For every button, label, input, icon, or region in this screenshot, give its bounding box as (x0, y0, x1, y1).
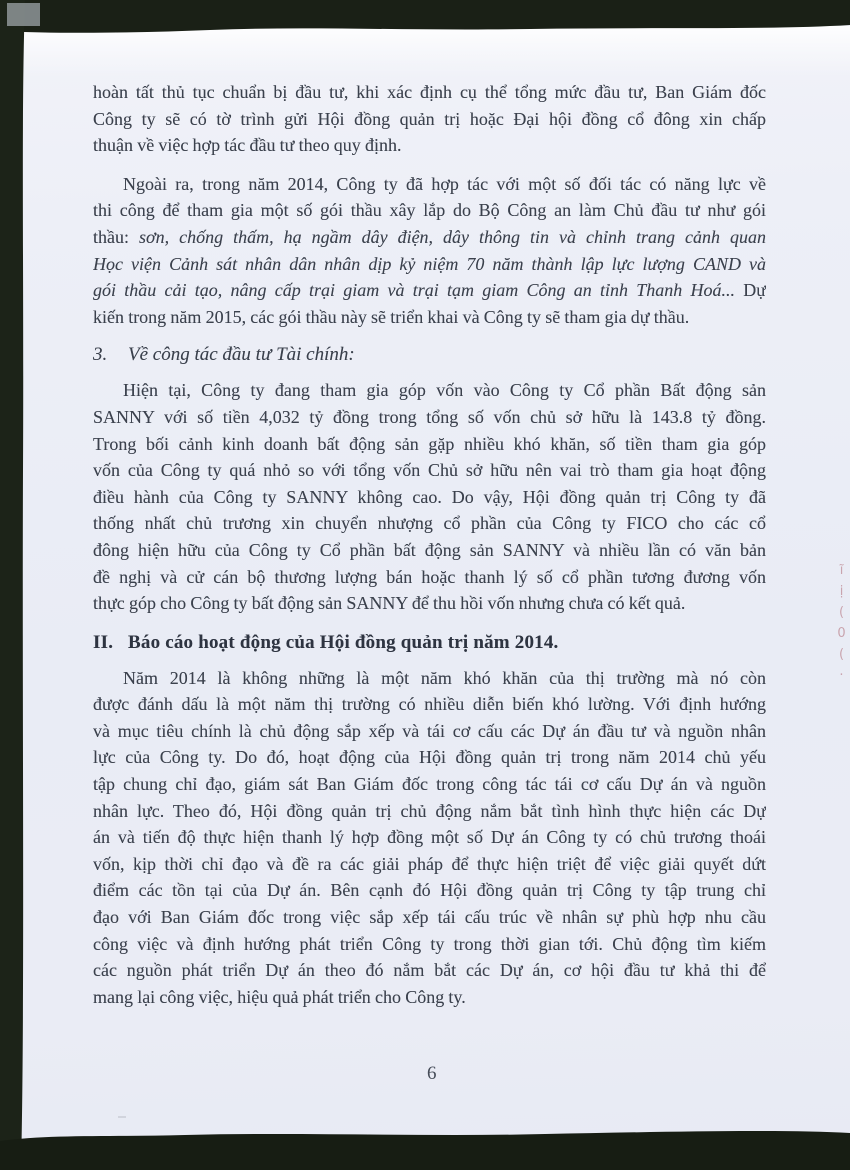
document-body (93, 79, 766, 1010)
section-heading (93, 629, 766, 656)
paragraph (93, 665, 766, 1011)
margin-annotation (834, 563, 849, 683)
text-line: tập chung chỉ đạo, giám sát Ban Giám đốc trong công tác tái cơ cấu Dự án và nguồn (93, 774, 766, 795)
section-number: 3. (93, 344, 108, 366)
text-line: đạo với Ban Giám đốc trong việc sắp xếp tái cấu trúc về nhân sự phù hợp nhu cầu (93, 907, 766, 928)
scan-speck (118, 1116, 126, 1118)
text-line: mang lại công việc, hiệu quả phát triển cho Công ty. (93, 986, 466, 1007)
margin-mark: 0 (837, 626, 846, 641)
text-line: nhân lực. Theo đó, Hội đồng quản trị chủ động nắm bắt tình hình thực hiện các Dự (93, 800, 766, 821)
text-line: vốn, kịp thời chỉ đạo và đề ra các giải pháp để thực hiện triệt để việc giải quyết dứt (93, 853, 766, 874)
text-line: Ngoài ra, trong năm 2014, Công ty đã hợp tác với một số đối tác có năng lực về (123, 173, 766, 194)
section-title: Về công tác đầu tư Tài chính: (128, 344, 355, 366)
text-line: vốn của Công ty quá nhỏ so với tổng vốn Chủ sở hữu nên vai trò tham gia hoạt động (93, 460, 766, 481)
text-line: điều hành của Công ty SANNY không cao. Do vậy, Hội đồng quản trị Công ty đã (93, 486, 766, 507)
text-line: thầu: sơn, chống thấm, hạ ngầm dây điện, dây thông tin và chỉnh trang cảnh quan (93, 226, 766, 247)
section-title: Báo cáo hoạt động của Hội đồng quản trị năm 2014. (128, 631, 559, 653)
text-line: gói thầu cải tạo, nâng cấp trại giam và trại tạm giam Công an tỉnh Thanh Hoá... Dự (93, 280, 766, 301)
scan-speck (831, 1148, 836, 1157)
margin-mark: ị (839, 584, 844, 599)
text-line: thống nhất chủ trương xin chuyển nhượng cổ phần của Công ty FICO cho các cổ (93, 513, 766, 534)
text-line: Học viện Cảnh sát nhân dân nhân dịp kỷ niệm 70 năm thành lập lực lượng CAND và (93, 253, 766, 274)
paragraph (93, 171, 766, 331)
text-line: Trong bối cảnh kinh doanh bất động sản gặp nhiều khó khăn, số tiền tham gia góp (93, 433, 766, 454)
section-number: II. (93, 631, 114, 653)
text-line: kiến trong năm 2015, các gói thầu này sẽ triển khai và Công ty sẽ tham gia dự thầu. (93, 306, 690, 327)
text-line: công việc và định hướng phát triển Công ty trong thời gian tới. Chủ động tìm kiếm (93, 933, 766, 954)
text-line: và mục tiêu chính là chủ động sắp xếp và tái cơ cấu các Dự án đầu tư và nguồn nhân (93, 720, 766, 741)
text-line: lực của Công ty. Do đó, hoạt động của Hội đồng quản trị trong năm 2014 chủ yếu (93, 747, 766, 768)
margin-mark: ( (838, 605, 845, 620)
text-line: đông hiện hữu của Công ty Cổ phần bất động sản SANNY và nhiều lần có văn bản (93, 539, 766, 560)
margin-mark: ĩ (839, 563, 844, 578)
paragraph (93, 377, 766, 616)
text-line: Công ty sẽ có tờ trình gửi Hội đồng quản trị hoặc Đại hội đồng cổ đông xin chấp (93, 108, 766, 129)
margin-mark: ( (838, 647, 845, 662)
text-line: thuận về việc hợp tác đầu tư theo quy định. (93, 135, 402, 156)
text-line: Năm 2014 là không những là một năm khó khăn của thị trường mà nó còn (123, 667, 766, 688)
text-line: đề nghị và cử cán bộ thương lượng bán hoặc thanh lý số cổ phần tương đương vốn (93, 566, 766, 587)
text-line: các nguồn phát triển Dự án theo đó nắm bắt các Dự án, cơ hội đầu tư khả thi để (93, 960, 766, 981)
text-line: hoàn tất thủ tục chuẩn bị đầu tư, khi xác định cụ thể tổng mức đầu tư, Ban Giám đốc (93, 82, 766, 102)
section-heading (93, 341, 766, 368)
text-line: được đánh dấu là một năm thị trường có nhiều diễn biến khó lường. Với định hướng (93, 694, 766, 715)
page-top-edge-highlight (0, 26, 850, 78)
text-line: Hiện tại, Công ty đang tham gia góp vốn vào Công ty Cổ phần Bất động sản (123, 380, 766, 401)
text-line: thực góp cho Công ty bất động sản SANNY để thu hồi vốn nhưng chưa có kết quả. (93, 593, 686, 614)
text-line: án và tiến độ thực hiện thanh lý hợp đồng một số Dự án Công ty có chủ trương thoái (93, 827, 766, 848)
paragraph (93, 79, 766, 159)
margin-mark: · (839, 668, 844, 683)
text-line: điểm các tồn tại của Dự án. Bên cạnh đó Hội đồng quản trị Công ty tập trung chỉ (93, 880, 766, 901)
text-line: SANNY với số tiền 4,032 tỷ đồng trong tổng số vốn chủ sở hữu là 143.8 tỷ đồng. (93, 406, 766, 427)
text-line: thi công để tham gia một số gói thầu xây lắp do Bộ Công an làm Chủ đầu tư như gói (93, 200, 766, 221)
page-number: 6 (427, 1063, 437, 1084)
